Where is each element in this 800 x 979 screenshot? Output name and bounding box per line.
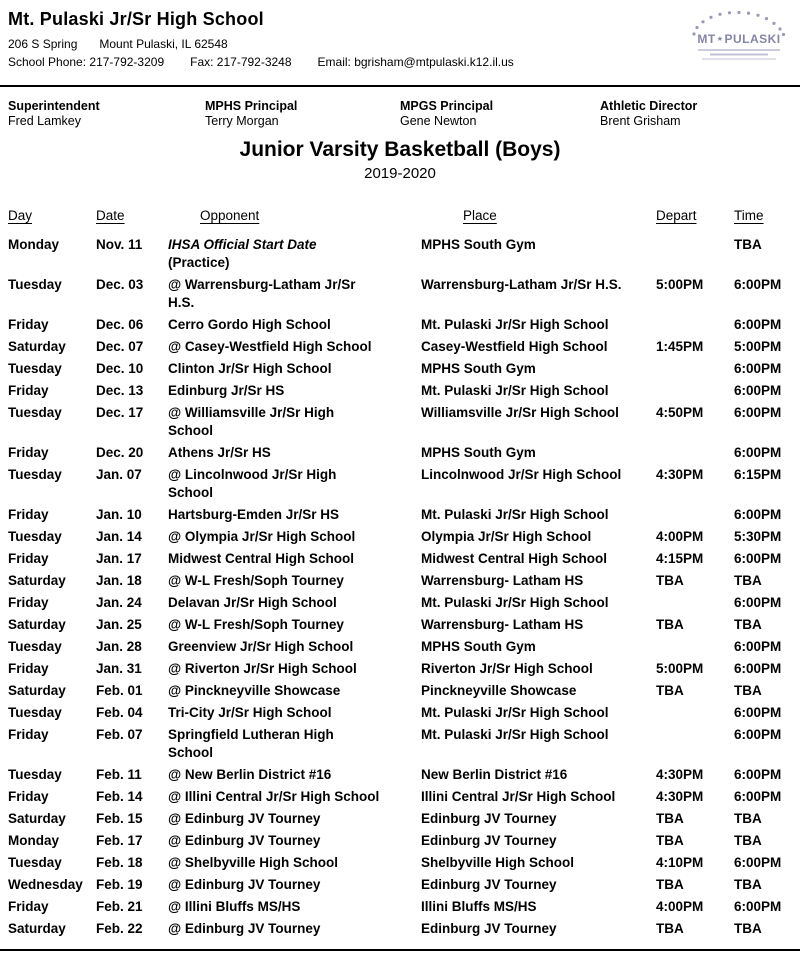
cell-date: Jan. 07 [96, 467, 142, 482]
cell-time: 6:00PM [734, 789, 782, 804]
staff-title: Superintendent [8, 99, 100, 113]
cell-place: Warrensburg- Latham HS [421, 573, 584, 588]
cell-opponent: @ W-L Fresh/Soph Tourney [168, 617, 344, 632]
cell-depart: 4:50PM [656, 405, 704, 420]
table-row [8, 638, 792, 656]
cell-place: Olympia Jr/Sr High School [421, 529, 592, 544]
cell-depart: 5:00PM [656, 277, 704, 292]
cell-day: Friday [8, 507, 49, 522]
staff-title: MPGS Principal [400, 99, 494, 113]
cell-opponent: @ Illini Bluffs MS/HS [168, 899, 301, 914]
cell-day: Tuesday [8, 361, 62, 376]
cell-place: Casey-Westfield High School [421, 339, 608, 354]
cell-date: Jan. 14 [96, 529, 142, 544]
cell-time: 6:00PM [734, 767, 782, 782]
cell-date: Jan. 28 [96, 639, 142, 654]
header-day: Day [8, 208, 33, 223]
cell-depart [656, 382, 734, 400]
cell-depart: 4:30PM [656, 789, 704, 804]
cell-place: MPHS South Gym [421, 639, 536, 654]
logo-text-left: MT [697, 32, 716, 46]
cell-place: Mt. Pulaski Jr/Sr High School [421, 705, 609, 720]
cell-opponent: @ W-L Fresh/Soph Tourney [168, 573, 344, 588]
cell-date: Dec. 03 [96, 277, 144, 292]
cell-place: Lincolnwood Jr/Sr High School [421, 467, 622, 482]
table-row [8, 876, 792, 894]
cell-place: Mt. Pulaski Jr/Sr High School [421, 595, 609, 610]
cell-opponent: @ Edinburg JV Tourney [168, 877, 321, 892]
cell-day: Tuesday [8, 705, 62, 720]
cell-time: 6:15PM [734, 467, 782, 482]
cell-day: Tuesday [8, 855, 62, 870]
cell-time: 6:00PM [734, 551, 782, 566]
cell-day: Monday [8, 237, 60, 252]
school-logo [688, 8, 790, 64]
cell-time: 6:00PM [734, 507, 782, 522]
table-row [8, 660, 792, 678]
cell-time: TBA [734, 683, 762, 698]
cell-depart: 4:15PM [656, 551, 704, 566]
schedule-table [8, 208, 792, 938]
cell-opponent: @ New Berlin District #16 [168, 767, 332, 782]
cell-depart: 4:00PM [656, 899, 704, 914]
staff-title: Athletic Director [600, 99, 698, 113]
cell-opponent: Delavan Jr/Sr High School [168, 595, 337, 610]
cell-depart [656, 594, 734, 612]
staff-name: Brent Grisham [600, 114, 681, 128]
cell-time: TBA [734, 811, 762, 826]
cell-place: Edinburg JV Tourney [421, 833, 557, 848]
logo-text-right: PULASKI [724, 32, 781, 46]
header-depart: Depart [656, 208, 697, 223]
cell-depart: TBA [656, 833, 684, 848]
cell-opponent: Midwest Central High School [168, 551, 355, 566]
table-row [8, 788, 792, 806]
cell-day: Tuesday [8, 277, 62, 292]
cell-time: 6:00PM [734, 855, 782, 870]
cell-place: Williamsville Jr/Sr High School [421, 405, 619, 420]
cell-time: TBA [734, 877, 762, 892]
cell-depart [656, 506, 734, 524]
cell-opponent: Hartsburg-Emden Jr/Sr HS [168, 507, 340, 522]
school-info [8, 8, 514, 69]
table-header-row [8, 208, 792, 223]
cell-date: Jan. 25 [96, 617, 142, 632]
staff-row [8, 99, 792, 129]
cell-date: Feb. 14 [96, 789, 143, 804]
table-row [8, 382, 792, 400]
logo-star-icon: ★ [716, 36, 724, 43]
cell-opponent: @ Shelbyville High School [168, 855, 338, 870]
cell-depart [656, 444, 734, 462]
cell-time: TBA [734, 833, 762, 848]
masthead [8, 8, 792, 69]
cell-time: 6:00PM [734, 705, 782, 720]
cell-place: Warrensburg- Latham HS [421, 617, 584, 632]
cell-day: Tuesday [8, 467, 62, 482]
cell-depart: TBA [656, 921, 684, 936]
cell-opponent: @ Edinburg JV Tourney [168, 833, 321, 848]
cell-opponent: @ Williamsville Jr/Sr High School [168, 405, 335, 438]
cell-depart [656, 360, 734, 378]
cell-time: 6:00PM [734, 899, 782, 914]
header-date: Date [96, 208, 125, 223]
cell-day: Saturday [8, 339, 66, 354]
cell-date: Dec. 20 [96, 445, 144, 460]
cell-place: Pinckneyville Showcase [421, 683, 577, 698]
school-phone: School Phone: 217-792-3209 [8, 55, 165, 69]
cell-place: Riverton Jr/Sr High School [421, 661, 593, 676]
cell-depart: TBA [656, 811, 684, 826]
cell-place: Mt. Pulaski Jr/Sr High School [421, 727, 609, 742]
table-row [8, 616, 792, 634]
staff-name: Terry Morgan [205, 114, 279, 128]
page-title: Junior Varsity Basketball (Boys) [239, 138, 561, 161]
cell-time: TBA [734, 237, 762, 252]
cell-time: 5:00PM [734, 339, 782, 354]
cell-depart [656, 236, 734, 272]
cell-date: Feb. 07 [96, 727, 143, 742]
cell-depart: 4:00PM [656, 529, 704, 544]
cell-opponent: Athens Jr/Sr HS [168, 445, 271, 460]
cell-depart: 4:30PM [656, 467, 704, 482]
table-row [8, 854, 792, 872]
cell-time: 6:00PM [734, 361, 782, 376]
cell-day: Tuesday [8, 767, 62, 782]
season-subtitle: 2019-2020 [364, 165, 436, 182]
school-contact [8, 55, 514, 69]
cell-date: Feb. 01 [96, 683, 143, 698]
table-row [8, 682, 792, 700]
cell-opponent: @ Pinckneyville Showcase [168, 683, 341, 698]
cell-day: Tuesday [8, 405, 62, 420]
cell-opponent: IHSA Official Start Date (Practice) [168, 237, 317, 270]
cell-opponent: @ Edinburg JV Tourney [168, 811, 321, 826]
cell-date: Dec. 06 [96, 317, 144, 332]
cell-opponent: Tri-City Jr/Sr High School [168, 705, 332, 720]
cell-depart: 5:00PM [656, 661, 704, 676]
cell-depart: 4:10PM [656, 855, 704, 870]
schedule-body [8, 236, 792, 938]
cell-date: Jan. 24 [96, 595, 142, 610]
cell-opponent: @ Olympia Jr/Sr High School [168, 529, 356, 544]
cell-opponent: @ Edinburg JV Tourney [168, 921, 321, 936]
cell-depart: TBA [656, 877, 684, 892]
table-row [8, 920, 792, 938]
cell-date: Jan. 31 [96, 661, 142, 676]
cell-day: Tuesday [8, 529, 62, 544]
cell-date: Feb. 21 [96, 899, 143, 914]
cell-day: Friday [8, 661, 49, 676]
table-row [8, 766, 792, 784]
cell-place: Illini Central Jr/Sr High School [421, 789, 616, 804]
cell-date: Dec. 10 [96, 361, 144, 376]
cell-opponent: Greenview Jr/Sr High School [168, 639, 354, 654]
cell-day: Wednesday [8, 877, 83, 892]
table-row [8, 726, 792, 762]
cell-date: Feb. 04 [96, 705, 143, 720]
staff-name: Fred Lamkey [8, 114, 81, 128]
cell-date: Feb. 11 [96, 767, 142, 782]
table-row [8, 810, 792, 828]
cell-opponent: @ Lincolnwood Jr/Sr High School [168, 467, 337, 500]
header-opponent: Opponent [200, 208, 260, 223]
logo-wordmark [688, 33, 790, 46]
cell-time: 6:00PM [734, 277, 782, 292]
cell-time: TBA [734, 921, 762, 936]
cell-opponent: Springfield Lutheran High School [168, 727, 334, 760]
cell-day: Friday [8, 727, 49, 742]
table-row [8, 832, 792, 850]
address-street: 206 S Spring [8, 37, 78, 51]
cell-date: Jan. 18 [96, 573, 142, 588]
table-row [8, 316, 792, 334]
cell-opponent: Cerro Gordo High School [168, 317, 331, 332]
school-email: Email: bgrisham@mtpulaski.k12.il.us [317, 55, 514, 69]
cell-day: Friday [8, 595, 49, 610]
cell-day: Friday [8, 317, 49, 332]
cell-place: Shelbyville High School [421, 855, 575, 870]
table-row [8, 236, 792, 272]
staff-athletic-director [600, 99, 792, 129]
cell-date: Feb. 19 [96, 877, 143, 892]
cell-date: Jan. 17 [96, 551, 142, 566]
cell-date: Dec. 13 [96, 383, 144, 398]
table-row [8, 898, 792, 916]
cell-place: Mt. Pulaski Jr/Sr High School [421, 383, 609, 398]
table-row [8, 506, 792, 524]
cell-depart: 1:45PM [656, 339, 704, 354]
cell-day: Friday [8, 789, 49, 804]
cell-depart [656, 638, 734, 656]
header-time: Time [734, 208, 764, 223]
cell-place: MPHS South Gym [421, 237, 536, 252]
cell-date: Feb. 22 [96, 921, 143, 936]
cell-place: MPHS South Gym [421, 361, 536, 376]
cell-place: New Berlin District #16 [421, 767, 568, 782]
cell-opponent: @ Warrensburg-Latham Jr/Sr H.S. [168, 277, 356, 310]
staff-mphs-principal [205, 99, 400, 129]
cell-depart: 4:30PM [656, 767, 704, 782]
table-row [8, 704, 792, 722]
table-row [8, 404, 792, 440]
table-row [8, 528, 792, 546]
cell-time: 6:00PM [734, 405, 782, 420]
table-row [8, 594, 792, 612]
cell-place: Mt. Pulaski Jr/Sr High School [421, 317, 609, 332]
cell-time: 6:00PM [734, 639, 782, 654]
cell-place: Warrensburg-Latham Jr/Sr H.S. [421, 277, 622, 292]
cell-depart: TBA [656, 617, 684, 632]
cell-opponent: @ Riverton Jr/Sr High School [168, 661, 357, 676]
cell-time: TBA [734, 573, 762, 588]
school-address [8, 37, 514, 51]
table-row [8, 550, 792, 568]
header-place: Place [463, 208, 497, 223]
cell-date: Nov. 11 [96, 237, 143, 252]
cell-day: Friday [8, 383, 49, 398]
staff-mpgs-principal [400, 99, 600, 129]
cell-time: 6:00PM [734, 727, 782, 742]
cell-time: 6:00PM [734, 383, 782, 398]
table-row [8, 360, 792, 378]
header-divider [0, 85, 800, 87]
staff-name: Gene Newton [400, 114, 477, 128]
table-row [8, 572, 792, 590]
table-row [8, 466, 792, 502]
cell-place: MPHS South Gym [421, 445, 536, 460]
cell-date: Dec. 17 [96, 405, 144, 420]
cell-place: Edinburg JV Tourney [421, 811, 557, 826]
staff-title: MPHS Principal [205, 99, 298, 113]
cell-day: Friday [8, 551, 49, 566]
cell-date: Feb. 17 [96, 833, 143, 848]
cell-date: Jan. 10 [96, 507, 142, 522]
cell-place: Edinburg JV Tourney [421, 921, 557, 936]
footer-divider [0, 949, 800, 951]
cell-day: Saturday [8, 573, 66, 588]
cell-day: Friday [8, 899, 49, 914]
cell-time: 6:00PM [734, 317, 782, 332]
cell-place: Illini Bluffs MS/HS [421, 899, 537, 914]
cell-place: Midwest Central High School [421, 551, 608, 566]
cell-opponent: @ Illini Central Jr/Sr High School [168, 789, 380, 804]
cell-opponent: @ Casey-Westfield High School [168, 339, 372, 354]
school-name: Mt. Pulaski Jr/Sr High School [8, 9, 264, 29]
cell-date: Feb. 18 [96, 855, 143, 870]
cell-day: Saturday [8, 683, 66, 698]
staff-superintendent [8, 99, 205, 129]
cell-depart [656, 726, 734, 762]
cell-time: TBA [734, 617, 762, 632]
cell-date: Feb. 15 [96, 811, 143, 826]
cell-day: Saturday [8, 921, 66, 936]
cell-day: Friday [8, 445, 49, 460]
school-fax: Fax: 217-792-3248 [190, 55, 292, 69]
cell-depart: TBA [656, 573, 684, 588]
address-city: Mount Pulaski, IL 62548 [99, 37, 228, 51]
cell-opponent: Clinton Jr/Sr High School [168, 361, 332, 376]
table-row [8, 444, 792, 462]
cell-depart [656, 316, 734, 334]
table-row [8, 276, 792, 312]
cell-time: 5:30PM [734, 529, 782, 544]
cell-day: Monday [8, 833, 60, 848]
cell-place: Mt. Pulaski Jr/Sr High School [421, 507, 609, 522]
cell-time: 6:00PM [734, 595, 782, 610]
cell-depart [656, 704, 734, 722]
table-row [8, 338, 792, 356]
cell-time: 6:00PM [734, 445, 782, 460]
cell-place: Edinburg JV Tourney [421, 877, 557, 892]
cell-date: Dec. 07 [96, 339, 144, 354]
cell-day: Saturday [8, 617, 66, 632]
cell-time: 6:00PM [734, 661, 782, 676]
cell-day: Tuesday [8, 639, 62, 654]
cell-opponent: Edinburg Jr/Sr HS [168, 383, 285, 398]
cell-day: Saturday [8, 811, 66, 826]
cell-depart: TBA [656, 683, 684, 698]
